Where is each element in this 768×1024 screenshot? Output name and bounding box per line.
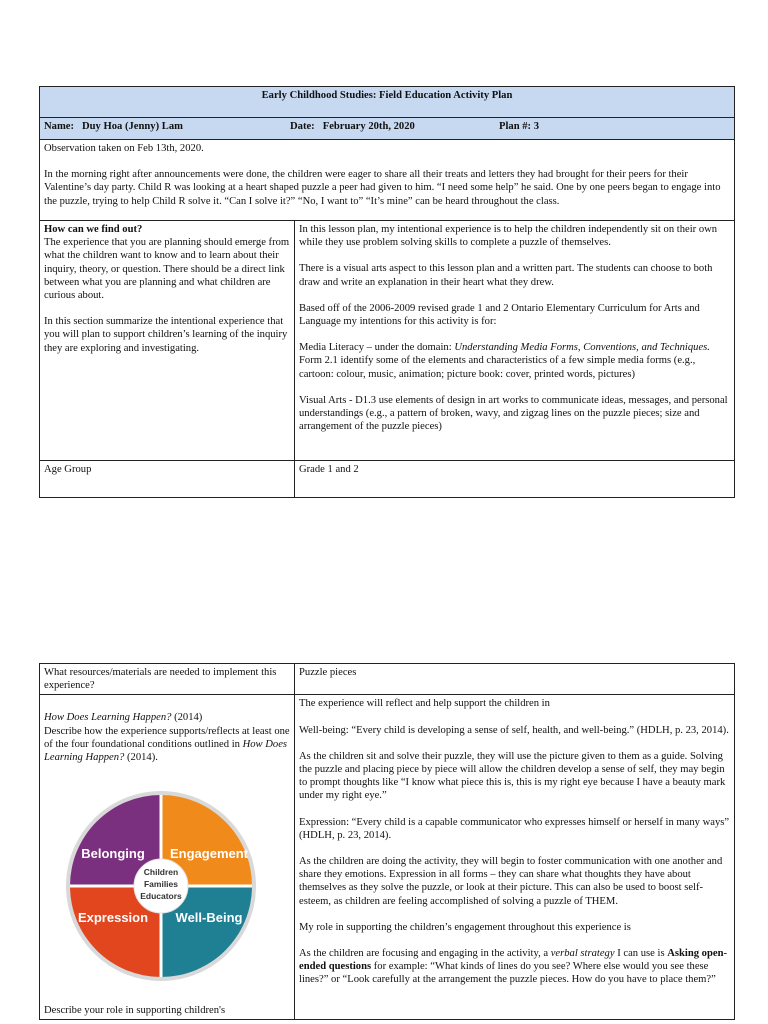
reflection-p4: Expression: “Every child is a capable communicator who expresses himself or herself in many ways” (HDLH, p. 23, 2014). xyxy=(299,816,730,841)
age-row xyxy=(40,461,735,498)
center-educators: Educators xyxy=(140,891,182,902)
title-row xyxy=(40,87,735,118)
intention-p4: Media Literacy – under the domain: Understanding Media Forms, Conventions, and Techniques. Form 2.1 identify some of the elements and characteristics of a few simple media forms (e.g., cartoon: colour, music, animation; picture book: cover, printed words, pictures) xyxy=(299,342,710,380)
reflection-p1: The experience will reflect and help support the children in xyxy=(299,698,550,710)
age-value: Grade 1 and 2 xyxy=(295,461,735,498)
observation-row xyxy=(40,140,735,221)
resources-label: What resources/materials are needed to implement this experience? xyxy=(40,664,295,695)
hdlh-wheel xyxy=(54,788,280,984)
role-label: Describe your role in supporting children's xyxy=(44,1005,226,1017)
engagement-label: Engagement xyxy=(169,846,249,862)
name-value: Duy Hoa (Jenny) Lam xyxy=(82,121,183,132)
intention-p2: There is a visual arts aspect to this lesson plan and a written part. The students can choose to both draw and write an explanation in their heart what they drew. xyxy=(299,263,713,288)
plan-title: Early Childhood Studies: Field Education Activity Plan xyxy=(40,87,735,118)
date-value: February 20th, 2020 xyxy=(322,121,415,132)
plan-number-field xyxy=(499,120,539,133)
wellbeing-label: Well-Being xyxy=(175,910,243,926)
activity-plan-table xyxy=(39,86,735,498)
plan-label: Plan #: xyxy=(499,121,532,132)
intention-p1: In this lesson plan, my intentional experience is to help the children independently sit on their own while they use problem solving skills to complete a puzzle of themselves. xyxy=(299,224,718,249)
expression-label: Expression xyxy=(77,910,149,926)
date-field xyxy=(290,120,499,133)
observation-text: In the morning right after announcements were done, the children were eager to share all their treats and letters they had brought for their peers for their Valentine’s day party. Child R was looking at a heart shaped puzzle a peer had given to him. “I need some help” he said. One by one peers began to engage into the puzzle, trying to help Child R solve it. “Can I solve it?” “No, I want to” “It’s mine” can be heard throughout the class. xyxy=(44,169,721,207)
resources-row xyxy=(40,664,735,695)
belonging-label: Belonging xyxy=(81,846,145,862)
intention-p3: Based off of the 2006-2009 revised grade 1 and 2 Ontario Elementary Curriculum for Arts and Language my intentions for this activity is for: xyxy=(299,302,700,328)
observation-date: Observation taken on Feb 13th, 2020. xyxy=(44,143,204,154)
center-families: Families xyxy=(143,879,179,890)
hdlh-row xyxy=(40,695,735,1020)
reflection-p5: As the children are doing the activity, they will begin to foster communication with one another and share they emotions. Expression in all forms – they can share what thoughts they have about themselves as they solve the puzzle, or look at their picture. This can also be used to boost self-esteem, as children are feeling accomplished of solving a puzzle of THEM. xyxy=(299,856,723,907)
reflection-p6: My role in supporting the children’s engagement throughout this experience is xyxy=(299,921,631,933)
name-field xyxy=(44,120,290,133)
find-out-p2: In this section summarize the intentional experience that you will plan to support children’s learning of the inquiry they are exploring and investigating. xyxy=(44,316,288,354)
hdlh-table xyxy=(39,663,735,1020)
hdlh-description: Describe how the experience supports/reflects at least one of the four foundational conditions outlined in How Does Learning Happen? (2014). xyxy=(44,725,290,764)
reflection-p2: Well-being: “Every child is developing a sense of self, health, and well-being.” (HDLH, p. 23, 2014). xyxy=(299,724,729,736)
age-label: Age Group xyxy=(40,461,295,498)
center-children: Children xyxy=(143,867,179,878)
reflection-p3: As the children sit and solve their puzzle, they will use the picture given to them as a guide. Solving the puzzle and placing piece by piece will allow the children develop a sense of self, they may begin to prompt thoughts like “I know what piece this is, this is my right eye because I have a beauty mark under my right eye.” xyxy=(299,750,726,802)
find-out-p1: The experience that you are planning should emerge from what the children want to know and to learn about their inquiry, theory, or question. There should be a direct link between what you are planning and what children are curious about. xyxy=(44,237,290,302)
intention-p5: Visual Arts - D1.3 use elements of design in art works to communicate ideas, messages, and personal understandings (e.g., a pattern of broken, wavy, and zigzag lines on the puzzle pieces; size and arrangement of the puzzle pieces) xyxy=(299,394,728,433)
name-label: Name: xyxy=(44,121,75,132)
plan-value: 3 xyxy=(533,121,540,132)
resources-value: Puzzle pieces xyxy=(295,664,735,695)
hdlh-title: How Does Learning Happen? (2014) xyxy=(44,712,203,724)
reflection-p7: As the children are focusing and engaging in the activity, a verbal strategy I can use is Asking open- ended questions for example: “What kinds of lines do you see? Where else would you see these lines?” or “Look carefully at the arrangement the puzzle pieces. How do you have to place them?” xyxy=(299,948,727,986)
find-out-heading: How can we find out? xyxy=(44,224,143,235)
find-out-row xyxy=(40,221,735,461)
date-label: Date: xyxy=(290,121,315,132)
name-row xyxy=(40,118,735,140)
